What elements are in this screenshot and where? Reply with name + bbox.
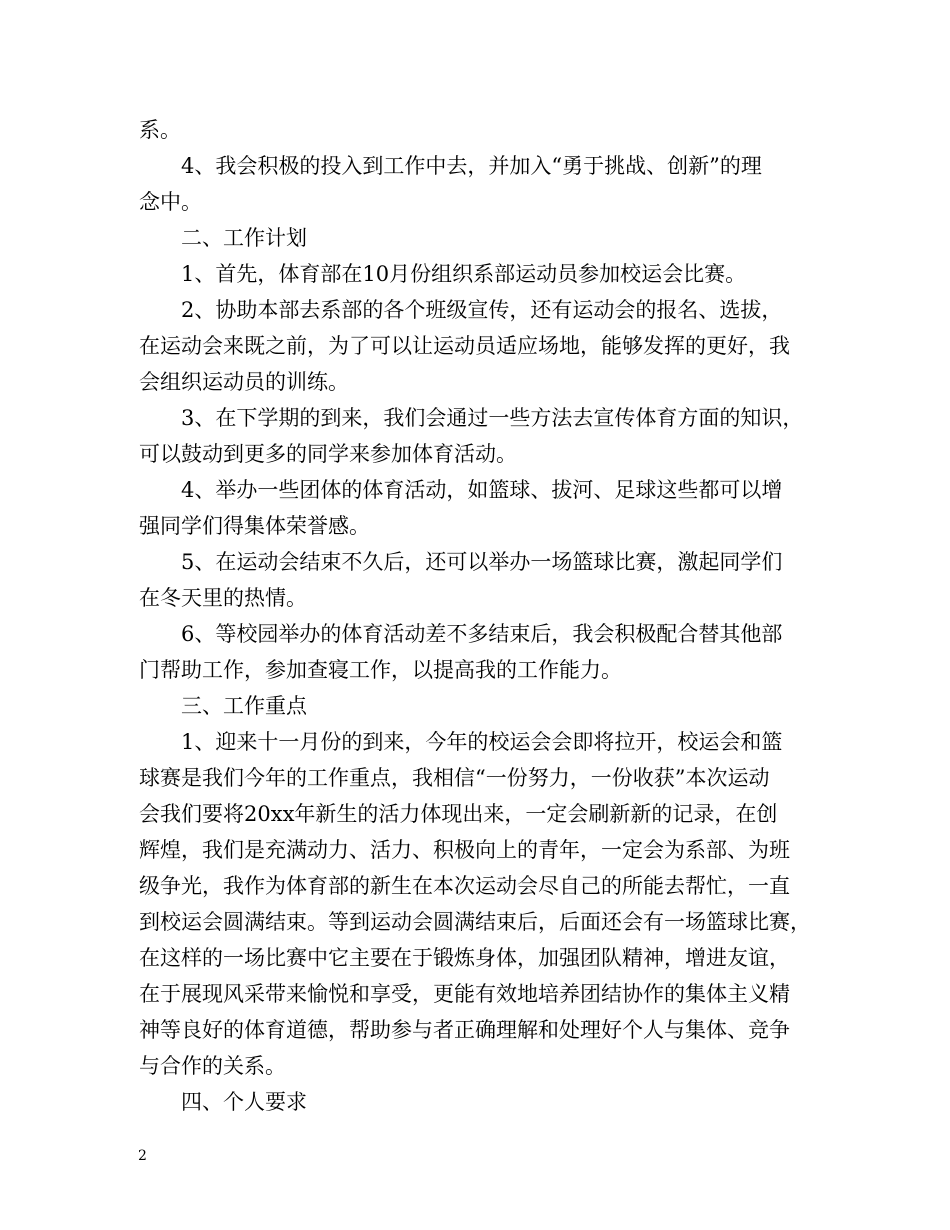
section-heading: 二、工作计划 xyxy=(181,226,307,250)
text-line: 在于展现风采带来愉悦和享受，更能有效地培养团结协作的集体主义精 xyxy=(139,982,790,1006)
text-line: 会我们要将20xx年新生的活力体现出来，一定会刷新新的记录，在创 xyxy=(139,802,778,826)
text-line: 级争光，我作为体育部的新生在本次运动会尽自己的所能去帮忙，一直 xyxy=(139,874,790,898)
section-heading: 四、个人要求 xyxy=(181,1090,307,1114)
text-line: 在冬天里的热情。 xyxy=(139,586,307,610)
page-number: 2 xyxy=(138,1148,147,1164)
text-line: 2、协助本部去系部的各个班级宣传，还有运动会的报名、选拔， xyxy=(181,298,783,322)
text-line: 在这样的一场比赛中它主要在于锻炼身体，加强团队精神，增进友谊， xyxy=(139,946,790,970)
text-line: 辉煌，我们是充满动力、活力、积极向上的青年，一定会为系部、为班 xyxy=(139,838,790,862)
text-line: 4、我会积极的投入到工作中去，并加入“勇于挑战、创新”的理 xyxy=(181,154,762,178)
text-line: 念中。 xyxy=(139,190,202,214)
text-line: 6、等校园举办的体育活动差不多结束后，我会积极配合替其他部 xyxy=(181,622,783,646)
text-line: 5、在运动会结束不久后，还可以举办一场篮球比赛，激起同学们 xyxy=(181,550,783,574)
text-line: 与合作的关系。 xyxy=(139,1054,286,1078)
text-line: 球赛是我们今年的工作重点，我相信“一份努力，一份收获”本次运动 xyxy=(139,766,770,790)
text-line: 1、迎来十一月份的到来，今年的校运会会即将拉开，校运会和篮 xyxy=(181,730,783,754)
text-line: 在运动会来既之前，为了可以让运动员适应场地，能够发挥的更好，我 xyxy=(139,334,790,358)
text-line: 到校运会圆满结束。等到运动会圆满结束后，后面还会有一场篮球比赛， xyxy=(139,910,811,934)
text-line: 门帮助工作，参加查寝工作，以提高我的工作能力。 xyxy=(139,658,622,682)
text-line: 系。 xyxy=(139,118,181,142)
text-line: 会组织运动员的训练。 xyxy=(139,370,349,394)
text-line: 3、在下学期的到来，我们会通过一些方法去宣传体育方面的知识， xyxy=(181,406,804,430)
text-line: 4、举办一些团体的体育活动，如篮球、拔河、足球这些都可以增 xyxy=(181,478,783,502)
text-line: 强同学们得集体荣誉感。 xyxy=(139,514,370,538)
text-line: 1、首先，体育部在10月份组织系部运动员参加校运会比赛。 xyxy=(181,262,747,286)
text-line: 可以鼓动到更多的同学来参加体育活动。 xyxy=(139,442,517,466)
section-heading: 三、工作重点 xyxy=(181,694,307,718)
text-line: 神等良好的体育道德，帮助参与者正确理解和处理好个人与集体、竞争 xyxy=(139,1018,790,1042)
